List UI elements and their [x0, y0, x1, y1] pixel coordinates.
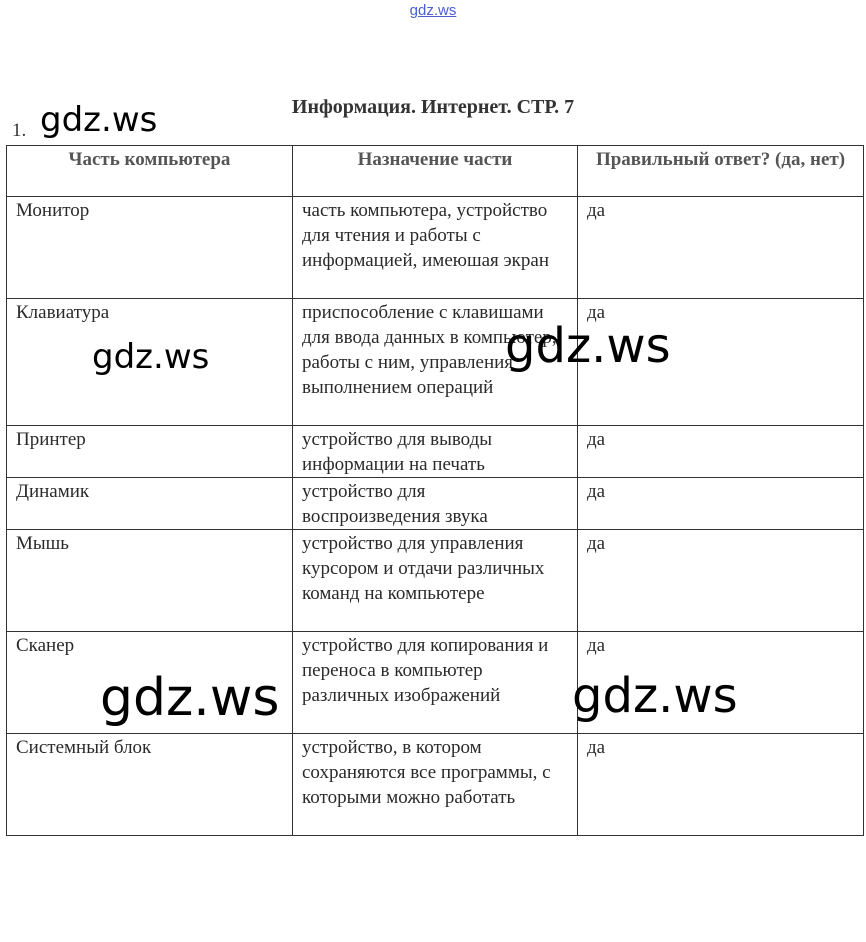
cell-part: Сканер: [7, 632, 293, 734]
site-link[interactable]: gdz.ws: [409, 2, 457, 19]
cell-part: Монитор: [7, 197, 293, 299]
cell-purpose: часть компьютера, устройство для чтения и работы с информацией, имеюшая экран: [293, 197, 578, 299]
cell-purpose: приспособление с клавишами для ввода данных в компьютер, работы с ним, управления выполнением операций: [293, 299, 578, 426]
watermark: gdz.ws: [572, 668, 738, 724]
header-purpose: Назначение части: [293, 146, 578, 197]
cell-part: Принтер: [7, 426, 293, 478]
page-title: Информация. Интернет. СТР. 7: [291, 96, 575, 118]
header-answer: Правильный ответ? (да, нет): [578, 146, 864, 197]
cell-part: Клавиатура: [7, 299, 293, 426]
cell-answer: да: [578, 426, 864, 478]
cell-purpose: устройство для копирования и переноса в компьютер различных изображений: [293, 632, 578, 734]
cell-answer: да: [578, 299, 864, 426]
table-row: [7, 734, 864, 836]
table-row: [7, 530, 864, 632]
cell-part: Динамик: [7, 478, 293, 530]
watermark: gdz.ws: [40, 100, 158, 140]
cell-answer: да: [578, 197, 864, 299]
watermark: gdz.ws: [505, 318, 671, 374]
watermark: gdz.ws: [100, 668, 280, 728]
cell-answer: да: [578, 734, 864, 836]
watermark: gdz.ws: [92, 337, 210, 377]
task-number: 1.: [12, 120, 27, 141]
table-row: [7, 197, 864, 299]
cell-purpose: устройство для выводы информации на печать: [293, 426, 578, 478]
table-header-row: [7, 146, 864, 197]
cell-part: Мышь: [7, 530, 293, 632]
cell-purpose: устройство, в котором сохраняются все программы, с которыми можно работать: [293, 734, 578, 836]
computer-parts-table: [6, 145, 864, 836]
cell-part: Системный блок: [7, 734, 293, 836]
cell-purpose: устройство для воспроизведения звука: [293, 478, 578, 530]
cell-answer: да: [578, 478, 864, 530]
cell-answer: да: [578, 530, 864, 632]
header-part: Часть компьютера: [7, 146, 293, 197]
cell-purpose: устройство для управления курсором и отдачи различных команд на компьютере: [293, 530, 578, 632]
cell-answer: да: [578, 632, 864, 734]
table-row: [7, 478, 864, 530]
table-row: [7, 426, 864, 478]
